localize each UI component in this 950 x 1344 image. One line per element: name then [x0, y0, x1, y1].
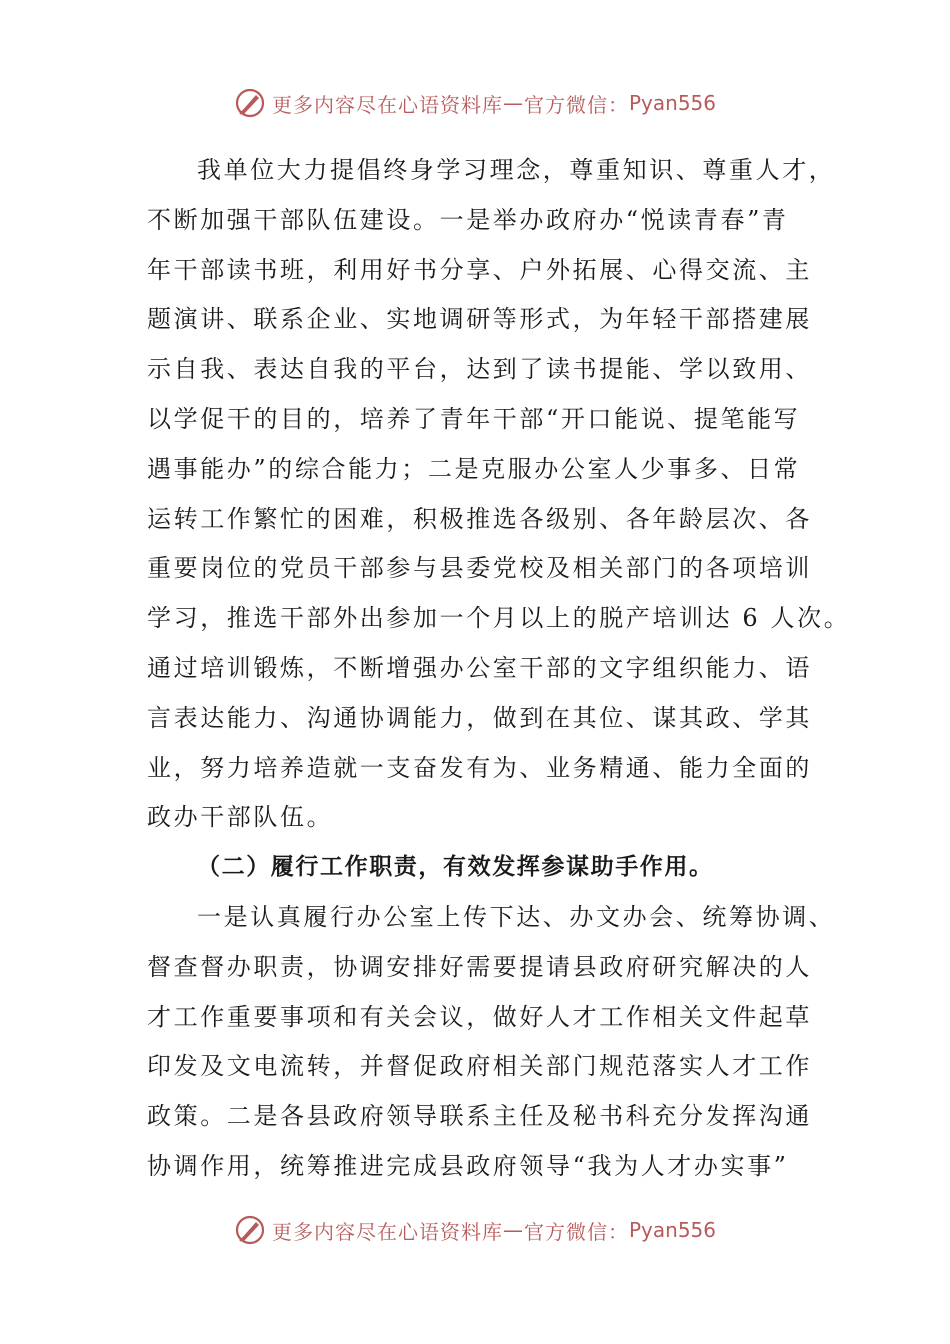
text-line: 以学促干的目的，培养了青年干部“开口能说、提笔能写	[147, 404, 801, 433]
pen-logo-icon	[234, 1214, 266, 1246]
text-line: 协调作用，统筹推进完成县政府领导“我为人才办实事”	[147, 1151, 789, 1180]
text-line: 印发及文电流转，并督促政府相关部门规范落实人才工作	[147, 1052, 812, 1081]
text-line: 遇事能办”的综合能力；二是克服办公室人少事多、日常	[147, 454, 801, 483]
watermark-site-text: 更多内容尽在心语资料库	[271, 1219, 503, 1244]
document-body	[147, 146, 851, 1192]
text-line: 不断加强干部队伍建设。一是举办政府办“悦读青春”青	[147, 205, 789, 234]
text-line: 运转工作繁忙的困难，积极推选各级别、各年龄层次、各	[147, 504, 812, 533]
text-line: 言表达能力、沟通协调能力，做到在其位、谋其政、学其	[147, 703, 812, 732]
watermark-contact-text: 官方微信：	[523, 1219, 629, 1244]
text-line: 我单位大力提倡终身学习理念，尊重知识、尊重人才，	[197, 156, 836, 184]
text-line: 政办干部队伍。	[147, 803, 334, 832]
watermark-dash: —	[502, 91, 524, 115]
pen-logo-icon	[234, 87, 266, 119]
text-line: 重要岗位的党员干部参与县委党校及相关部门的各项培训	[147, 554, 812, 583]
text-line: 年干部读书班，利用好书分享、户外拓展、心得交流、主	[147, 255, 812, 284]
text-line: 通过培训锻炼，不断增强办公室干部的文字组织能力、语	[147, 653, 812, 682]
watermark-wechat-id: Pyan556	[628, 1218, 716, 1242]
watermark-contact-text: 官方微信：	[523, 92, 629, 117]
text-line: 题演讲、联系企业、实地调研等形式，为年轻干部搭建展	[147, 305, 812, 334]
text-line: 才工作重要事项和有关会议，做好人才工作相关文件起草	[147, 1002, 812, 1031]
text-line: 学习，推选干部外出参加一个月以上的脱产培训达 6 人次。	[147, 604, 851, 633]
watermark-site-text: 更多内容尽在心语资料库	[271, 92, 503, 117]
header-watermark	[0, 83, 950, 123]
text-line: 业，努力培养造就一支奋发有为、业务精通、能力全面的	[147, 753, 812, 782]
watermark-dash: —	[502, 1218, 524, 1242]
footer-watermark	[0, 1210, 950, 1250]
text-line: 一是认真履行办公室上传下达、办文办会、统筹协调、	[197, 902, 836, 931]
watermark-wechat-id: Pyan556	[628, 91, 716, 115]
section-heading: （二）履行工作职责，有效发挥参谋助手作用。	[197, 854, 714, 881]
text-line: 督查督办职责，协调安排好需要提请县政府研究解决的人	[147, 952, 812, 981]
text-line: 政策。二是各县政府领导联系主任及秘书科充分发挥沟通	[147, 1102, 812, 1131]
text-line: 示自我、表达自我的平台，达到了读书提能、学以致用、	[147, 355, 812, 384]
